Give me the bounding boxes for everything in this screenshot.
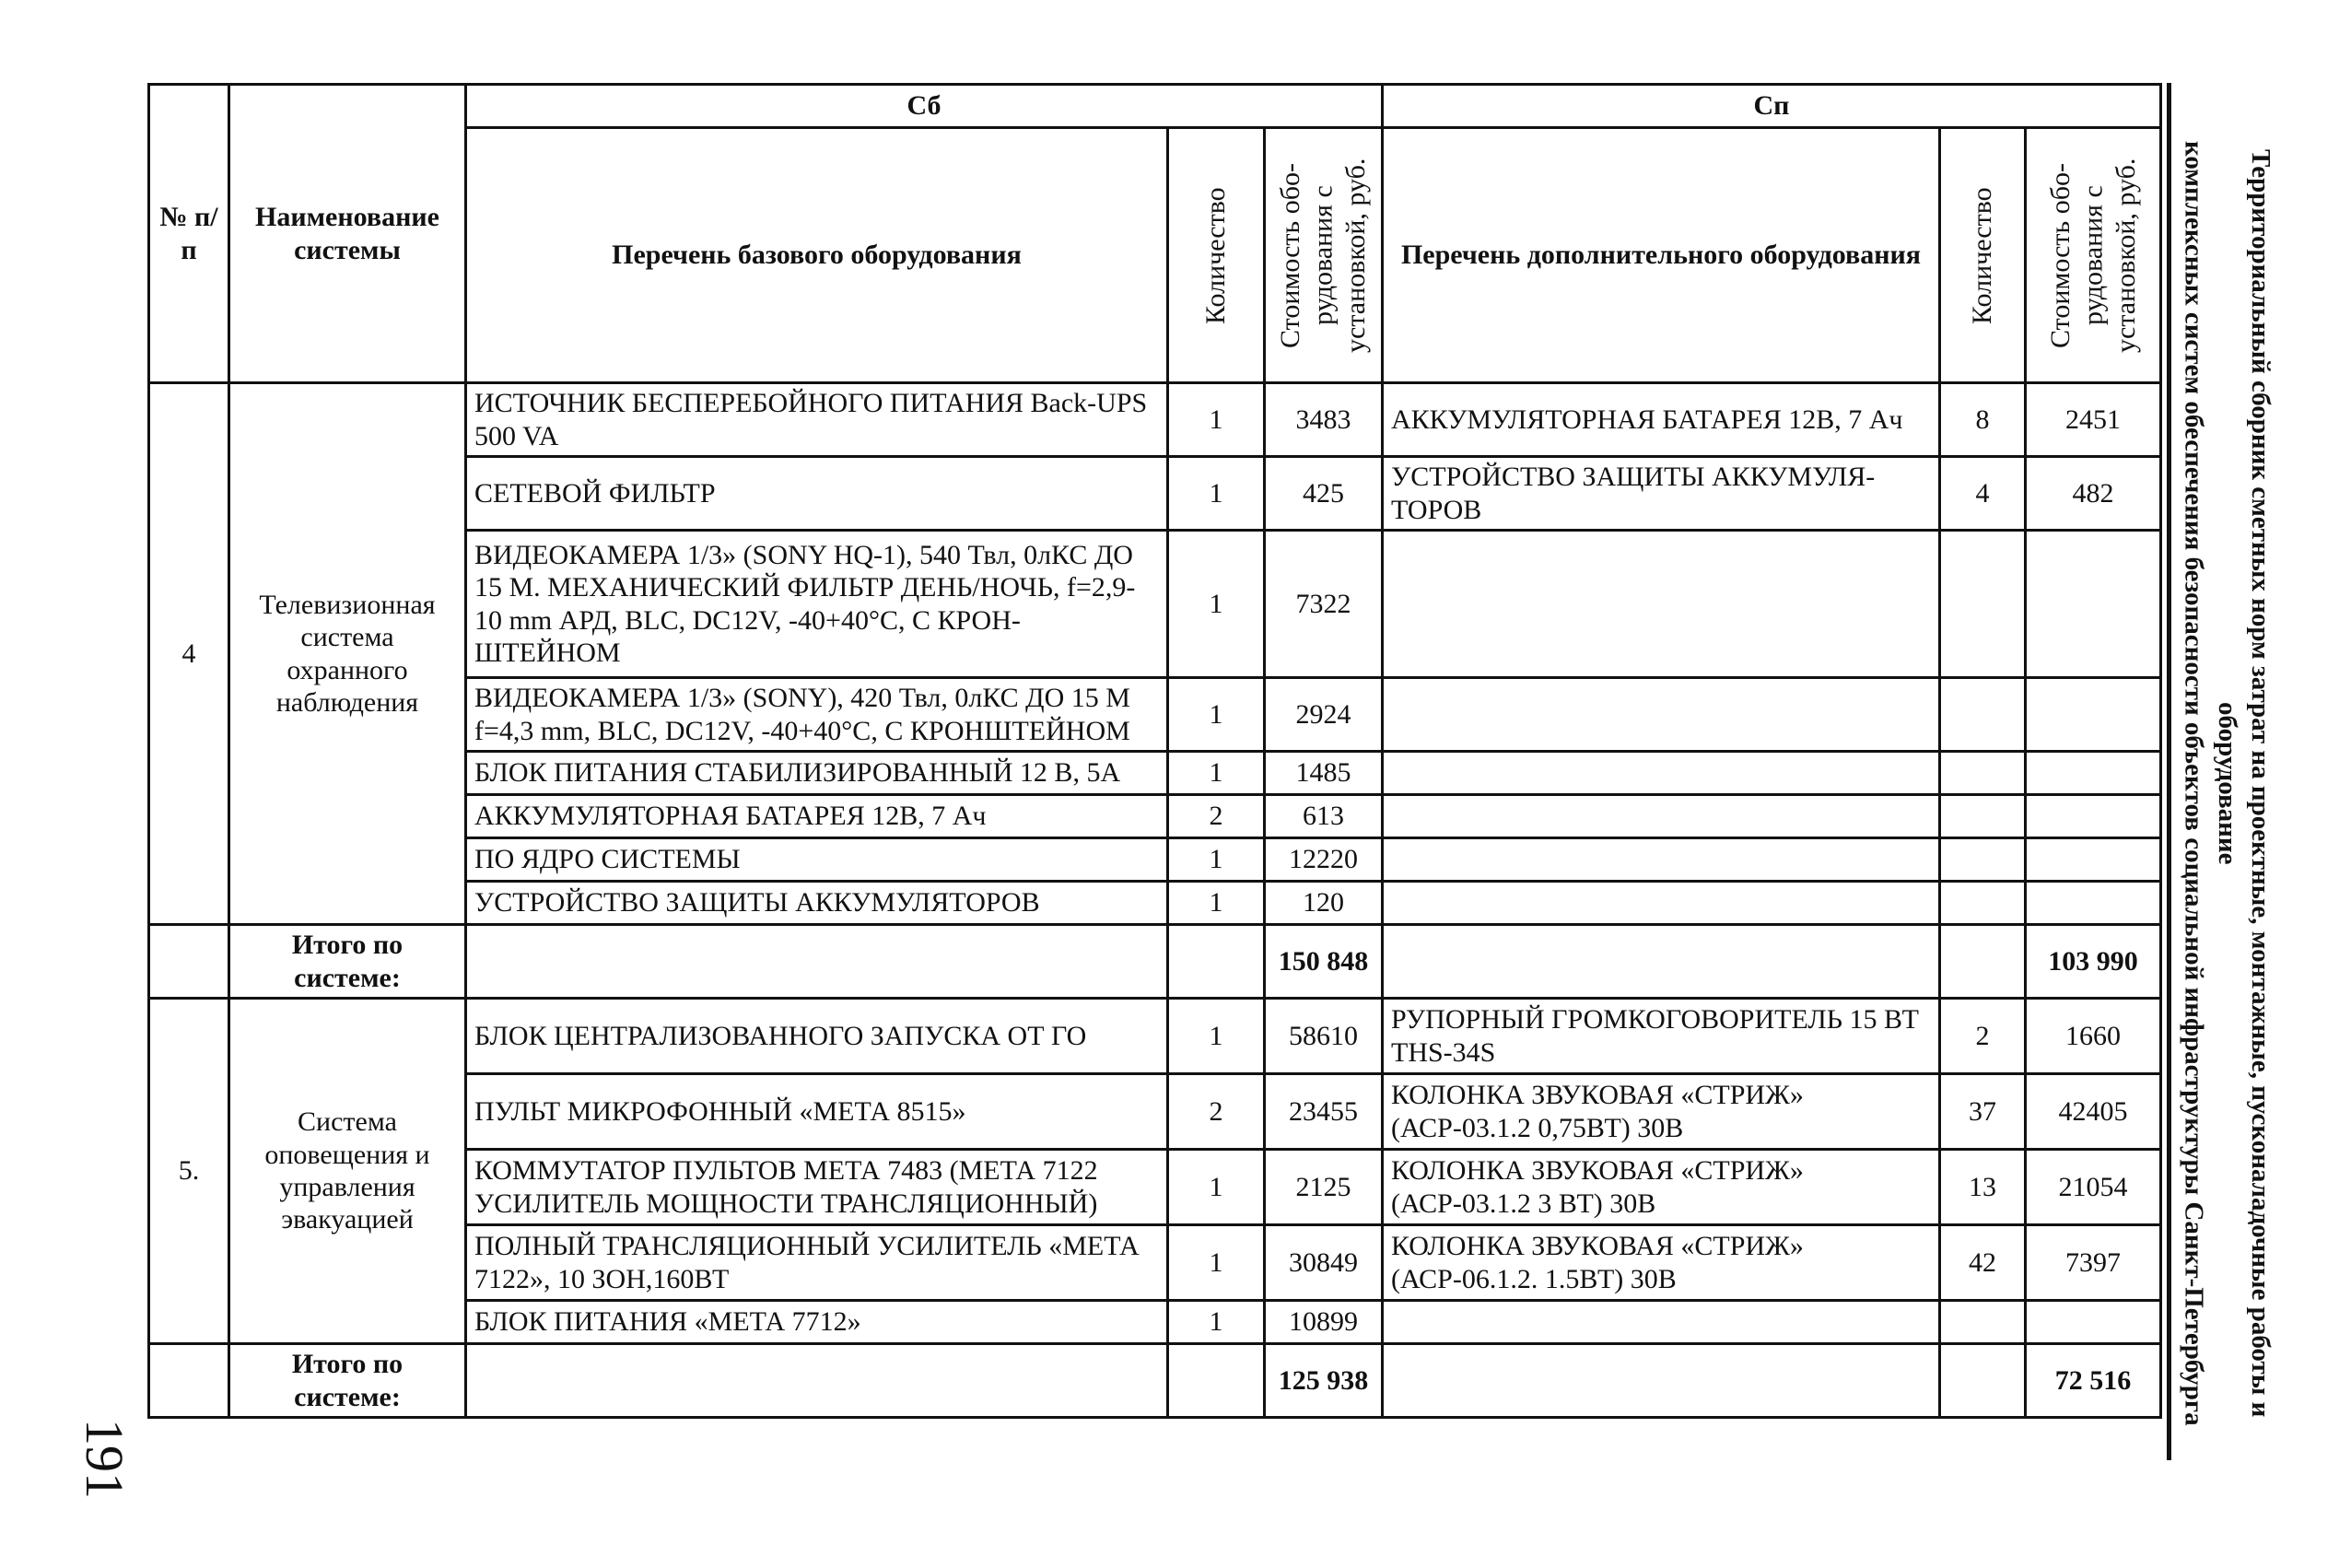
extra-qty-cell: 4 — [1940, 457, 2026, 531]
total-empty-cell — [1168, 1344, 1265, 1418]
total-num-cell — [149, 1344, 229, 1418]
base-equipment-cell: УСТРОЙСТВО ЗАЩИТЫ АККУМУЛЯТОРОВ — [466, 882, 1168, 925]
extra-equipment-cell: КОЛОНКА ЗВУКОВАЯ «СТРИЖ» (АСР-06.1.2. 1.5ВТ) 30В — [1383, 1225, 1940, 1301]
col-header-qty-text: Количество — [1200, 186, 1232, 324]
total-empty-cell — [1383, 925, 1940, 999]
col-header-base-list: Перечень базового оборудования — [466, 128, 1168, 383]
base-qty-cell: 1 — [1168, 1150, 1265, 1225]
extra-cost-cell: 21054 — [2026, 1150, 2161, 1225]
extra-qty-cell — [1940, 752, 2026, 795]
base-equipment-cell: ВИДЕОКАМЕРА 1/3» (SONY HQ-1), 540 Твл, 0лКС ДО 15 М. МЕХАНИЧЕСКИЙ ФИЛЬТР ДЕНЬ/НОЧЬ, f=2,9-10 mm АРД, BLC, DC12V, -40+40°C, С КРОН-ШТЕЙНОМ — [466, 531, 1168, 678]
total-label: Итого по системе: — [229, 1344, 466, 1418]
total-empty-cell — [466, 925, 1168, 999]
base-qty-cell: 1 — [1168, 1301, 1265, 1344]
extra-equipment-cell — [1383, 882, 1940, 925]
total-empty-cell — [1383, 1344, 1940, 1418]
extra-qty-cell — [1940, 838, 2026, 882]
system-number: 4 — [149, 383, 229, 925]
base-qty-cell: 1 — [1168, 882, 1265, 925]
total-empty-cell — [1940, 1344, 2026, 1418]
base-equipment-cell: ПУЛЬТ МИКРОФОННЫЙ «МЕТА 8515» — [466, 1074, 1168, 1150]
page-number: 191 — [75, 1419, 134, 1499]
col-header-qty2 — [1940, 128, 2026, 383]
extra-cost-cell — [2026, 752, 2161, 795]
extra-cost-cell: 42405 — [2026, 1074, 2161, 1150]
system-name: Телевизионная система охранного наблюдения — [229, 383, 466, 925]
extra-equipment-cell: УСТРОЙСТВО ЗАЩИТЫ АККУМУЛЯ-ТОРОВ — [1383, 457, 1940, 531]
system-name: Система оповещения и управления эвакуацией — [229, 999, 466, 1344]
base-cost-cell: 30849 — [1265, 1225, 1383, 1301]
extra-equipment-cell — [1383, 795, 1940, 838]
base-cost-cell: 58610 — [1265, 999, 1383, 1074]
col-header-cost2-text: Стоимость обо-рудования с установкой, руб. — [2044, 158, 2141, 353]
table-body — [149, 383, 2161, 1418]
extra-cost-cell: 1660 — [2026, 999, 2161, 1074]
extra-cost-cell — [2026, 882, 2161, 925]
col-header-qty — [1168, 128, 1265, 383]
base-qty-cell: 1 — [1168, 531, 1265, 678]
col-header-cost-text: Стоимость обо-рудования с установкой, руб. — [1275, 158, 1372, 353]
total-label: Итого по системе: — [229, 925, 466, 999]
total-row — [149, 925, 2161, 999]
total-sb-value: 150 848 — [1265, 925, 1383, 999]
extra-equipment-cell: АККУМУЛЯТОРНАЯ БАТАРЕЯ 12В, 7 Ач — [1383, 383, 1940, 457]
total-empty-cell — [1940, 925, 2026, 999]
base-qty-cell: 1 — [1168, 457, 1265, 531]
extra-cost-cell — [2026, 678, 2161, 752]
base-qty-cell: 1 — [1168, 752, 1265, 795]
extra-qty-cell: 37 — [1940, 1074, 2026, 1150]
base-cost-cell: 10899 — [1265, 1301, 1383, 1344]
extra-qty-cell — [1940, 531, 2026, 678]
extra-qty-cell: 42 — [1940, 1225, 2026, 1301]
table-row — [149, 999, 2161, 1074]
side-heading-line1: Территориальный сборник сметных норм затрат на проектные, монтажные, пусконаладочные работы и оборудование — [2212, 148, 2275, 1418]
extra-qty-cell: 13 — [1940, 1150, 2026, 1225]
extra-cost-cell — [2026, 838, 2161, 882]
extra-equipment-cell — [1383, 752, 1940, 795]
base-qty-cell: 1 — [1168, 838, 1265, 882]
extra-cost-cell — [2026, 531, 2161, 678]
base-cost-cell: 120 — [1265, 882, 1383, 925]
base-cost-cell: 425 — [1265, 457, 1383, 531]
base-cost-cell: 7322 — [1265, 531, 1383, 678]
col-header-system: Наименование системы — [229, 85, 466, 383]
base-equipment-cell: ПОЛНЫЙ ТРАНСЛЯЦИОННЫЙ УСИЛИТЕЛЬ «МЕТА 7122», 10 ЗОН,160ВТ — [466, 1225, 1168, 1301]
extra-qty-cell: 2 — [1940, 999, 2026, 1074]
base-equipment-cell: БЛОК ЦЕНТРАЛИЗОВАННОГО ЗАПУСКА ОТ ГО — [466, 999, 1168, 1074]
extra-qty-cell — [1940, 678, 2026, 752]
base-cost-cell: 2125 — [1265, 1150, 1383, 1225]
col-header-qty2-text: Количество — [1967, 186, 1998, 324]
base-qty-cell: 1 — [1168, 678, 1265, 752]
extra-equipment-cell: КОЛОНКА ЗВУКОВАЯ «СТРИЖ» (АСР-03.1.2 3 ВТ) 30В — [1383, 1150, 1940, 1225]
extra-cost-cell: 7397 — [2026, 1225, 2161, 1301]
table-row — [149, 383, 2161, 457]
base-qty-cell: 1 — [1168, 1225, 1265, 1301]
base-cost-cell: 2924 — [1265, 678, 1383, 752]
base-cost-cell: 1485 — [1265, 752, 1383, 795]
base-qty-cell: 1 — [1168, 383, 1265, 457]
extra-cost-cell — [2026, 795, 2161, 838]
base-cost-cell: 12220 — [1265, 838, 1383, 882]
side-rule — [2167, 83, 2171, 1460]
extra-equipment-cell — [1383, 838, 1940, 882]
base-equipment-cell: БЛОК ПИТАНИЯ СТАБИЛИЗИРОВАННЫЙ 12 В, 5А — [466, 752, 1168, 795]
base-equipment-cell: КОММУТАТОР ПУЛЬТОВ МЕТА 7483 (МЕТА 7122 УСИЛИТЕЛЬ МОЩНОСТИ ТРАНСЛЯЦИОННЫЙ) — [466, 1150, 1168, 1225]
base-equipment-cell: БЛОК ПИТАНИЯ «МЕТА 7712» — [466, 1301, 1168, 1344]
total-sp-value: 103 990 — [2026, 925, 2161, 999]
total-row — [149, 1344, 2161, 1418]
group-header-sb: Сб — [466, 85, 1383, 128]
col-header-num: № п/п — [149, 85, 229, 383]
extra-qty-cell — [1940, 795, 2026, 838]
base-cost-cell: 3483 — [1265, 383, 1383, 457]
total-empty-cell — [466, 1344, 1168, 1418]
base-equipment-cell: СЕТЕВОЙ ФИЛЬТР — [466, 457, 1168, 531]
side-heading-line2: комплексных систем обеспечения безопасности объектов социальной инфраструктуры Санкт-Петербурга — [2179, 140, 2209, 1426]
extra-cost-cell — [2026, 1301, 2161, 1344]
extra-qty-cell: 8 — [1940, 383, 2026, 457]
base-qty-cell: 2 — [1168, 1074, 1265, 1150]
extra-cost-cell: 482 — [2026, 457, 2161, 531]
extra-cost-cell: 2451 — [2026, 383, 2161, 457]
base-qty-cell: 2 — [1168, 795, 1265, 838]
total-sb-value: 125 938 — [1265, 1344, 1383, 1418]
total-sp-value: 72 516 — [2026, 1344, 2161, 1418]
base-equipment-cell: АККУМУЛЯТОРНАЯ БАТАРЕЯ 12В, 7 Ач — [466, 795, 1168, 838]
col-header-cost — [1265, 128, 1383, 383]
extra-equipment-cell — [1383, 1301, 1940, 1344]
base-qty-cell: 1 — [1168, 999, 1265, 1074]
col-header-cost2 — [2026, 128, 2161, 383]
total-empty-cell — [1168, 925, 1265, 999]
base-equipment-cell: ВИДЕОКАМЕРА 1/3» (SONY), 420 Твл, 0лКС ДО 15 М f=4,3 mm, BLC, DC12V, -40+40°C, С КРОНШТЕЙНОМ — [466, 678, 1168, 752]
extra-equipment-cell — [1383, 678, 1940, 752]
system-number: 5. — [149, 999, 229, 1344]
group-header-sp: Сп — [1383, 85, 2161, 128]
extra-qty-cell — [1940, 882, 2026, 925]
base-equipment-cell: ИСТОЧНИК БЕСПЕРЕБОЙНОГО ПИТАНИЯ Back-UPS 500 VA — [466, 383, 1168, 457]
extra-equipment-cell — [1383, 531, 1940, 678]
total-num-cell — [149, 925, 229, 999]
col-header-extra-list: Перечень дополнительного оборудования — [1383, 128, 1940, 383]
extra-equipment-cell: КОЛОНКА ЗВУКОВАЯ «СТРИЖ» (АСР-03.1.2 0,75ВТ) 30В — [1383, 1074, 1940, 1150]
base-cost-cell: 23455 — [1265, 1074, 1383, 1150]
extra-equipment-cell: РУПОРНЫЙ ГРОМКОГОВОРИТЕЛЬ 15 ВТ THS-34S — [1383, 999, 1940, 1074]
equipment-table — [147, 83, 2162, 1419]
side-heading — [2179, 101, 2277, 1465]
extra-qty-cell — [1940, 1301, 2026, 1344]
base-equipment-cell: ПО ЯДРО СИСТЕМЫ — [466, 838, 1168, 882]
base-cost-cell: 613 — [1265, 795, 1383, 838]
